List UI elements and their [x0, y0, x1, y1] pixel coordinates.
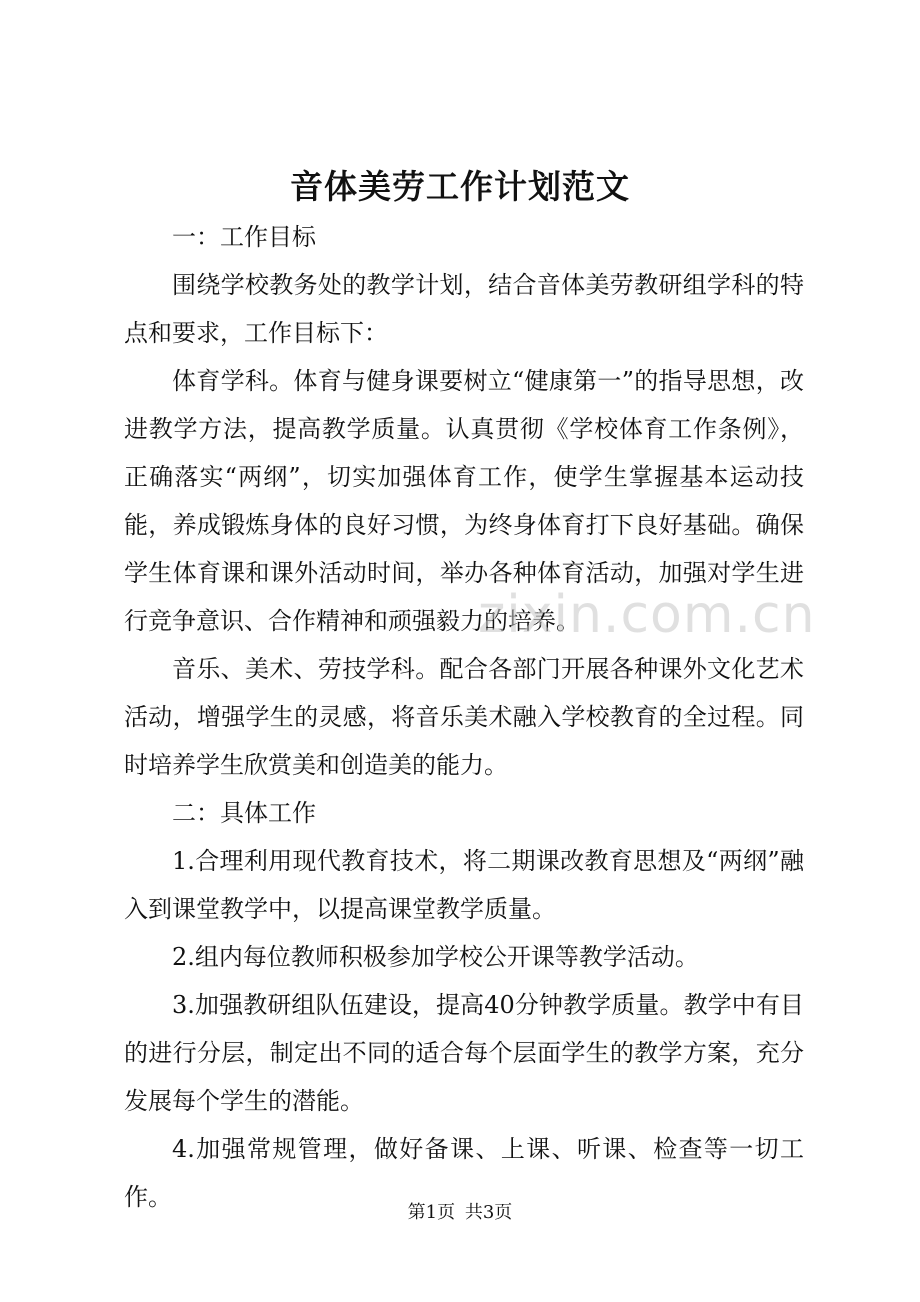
- paragraph-pe: 体育学科。体育与健身课要树立“健康第一”的指导思想，改进教学方法，提高教学质量。认真贯彻《学校体育工作条例》，正确落实“两纲”，切实加强体育工作，使学生掌握基本运动技能，养成锻炼身体的良好习惯，为终身体育打下良好基础。确保学生体育课和课外活动时间，举办各种体育活动，加强对学生进行竞争意识、合作精神和顽强毅力的培养。: [124, 367, 804, 635]
- paragraph-intro: 围绕学校教务处的教学计划，结合音体美劳教研组学科的特点和要求，工作目标下：: [124, 271, 804, 347]
- total-pages: 共3页: [464, 1202, 513, 1223]
- page-footer: [0, 1200, 920, 1226]
- current-page-number: 第1页: [407, 1202, 456, 1223]
- task-item-4: 4.加强常规管理，做好备课、上课、听课、检查等一切工作。: [124, 1135, 804, 1211]
- task-item-1: 1.合理利用现代教育技术，将二期课改教育思想及“两纲”融入到课堂教学中，以提高课堂教学质量。: [124, 847, 804, 923]
- paragraph-arts: 音乐、美术、劳技学科。配合各部门开展各种课外文化艺术活动，增强学生的灵感，将音乐美术融入学校教育的全过程。同时培养学生欣赏美和创造美的能力。: [124, 655, 804, 779]
- task-item-2: 2.组内每位教师积极参加学校公开课等教学活动。: [172, 943, 699, 971]
- document-body: [124, 213, 804, 1221]
- task-item-3: 3.加强教研组队伍建设，提高40分钟教学质量。教学中有目的进行分层，制定出不同的适合每个层面学生的教学方案，充分发展每个学生的潜能。: [124, 991, 804, 1115]
- section-heading-goals: 一：工作目标: [172, 223, 316, 251]
- watermark: zixin.com.cn: [478, 585, 816, 645]
- document-title: 音体美劳工作计划范文: [290, 167, 630, 206]
- section-heading-tasks: 二：具体工作: [172, 799, 316, 827]
